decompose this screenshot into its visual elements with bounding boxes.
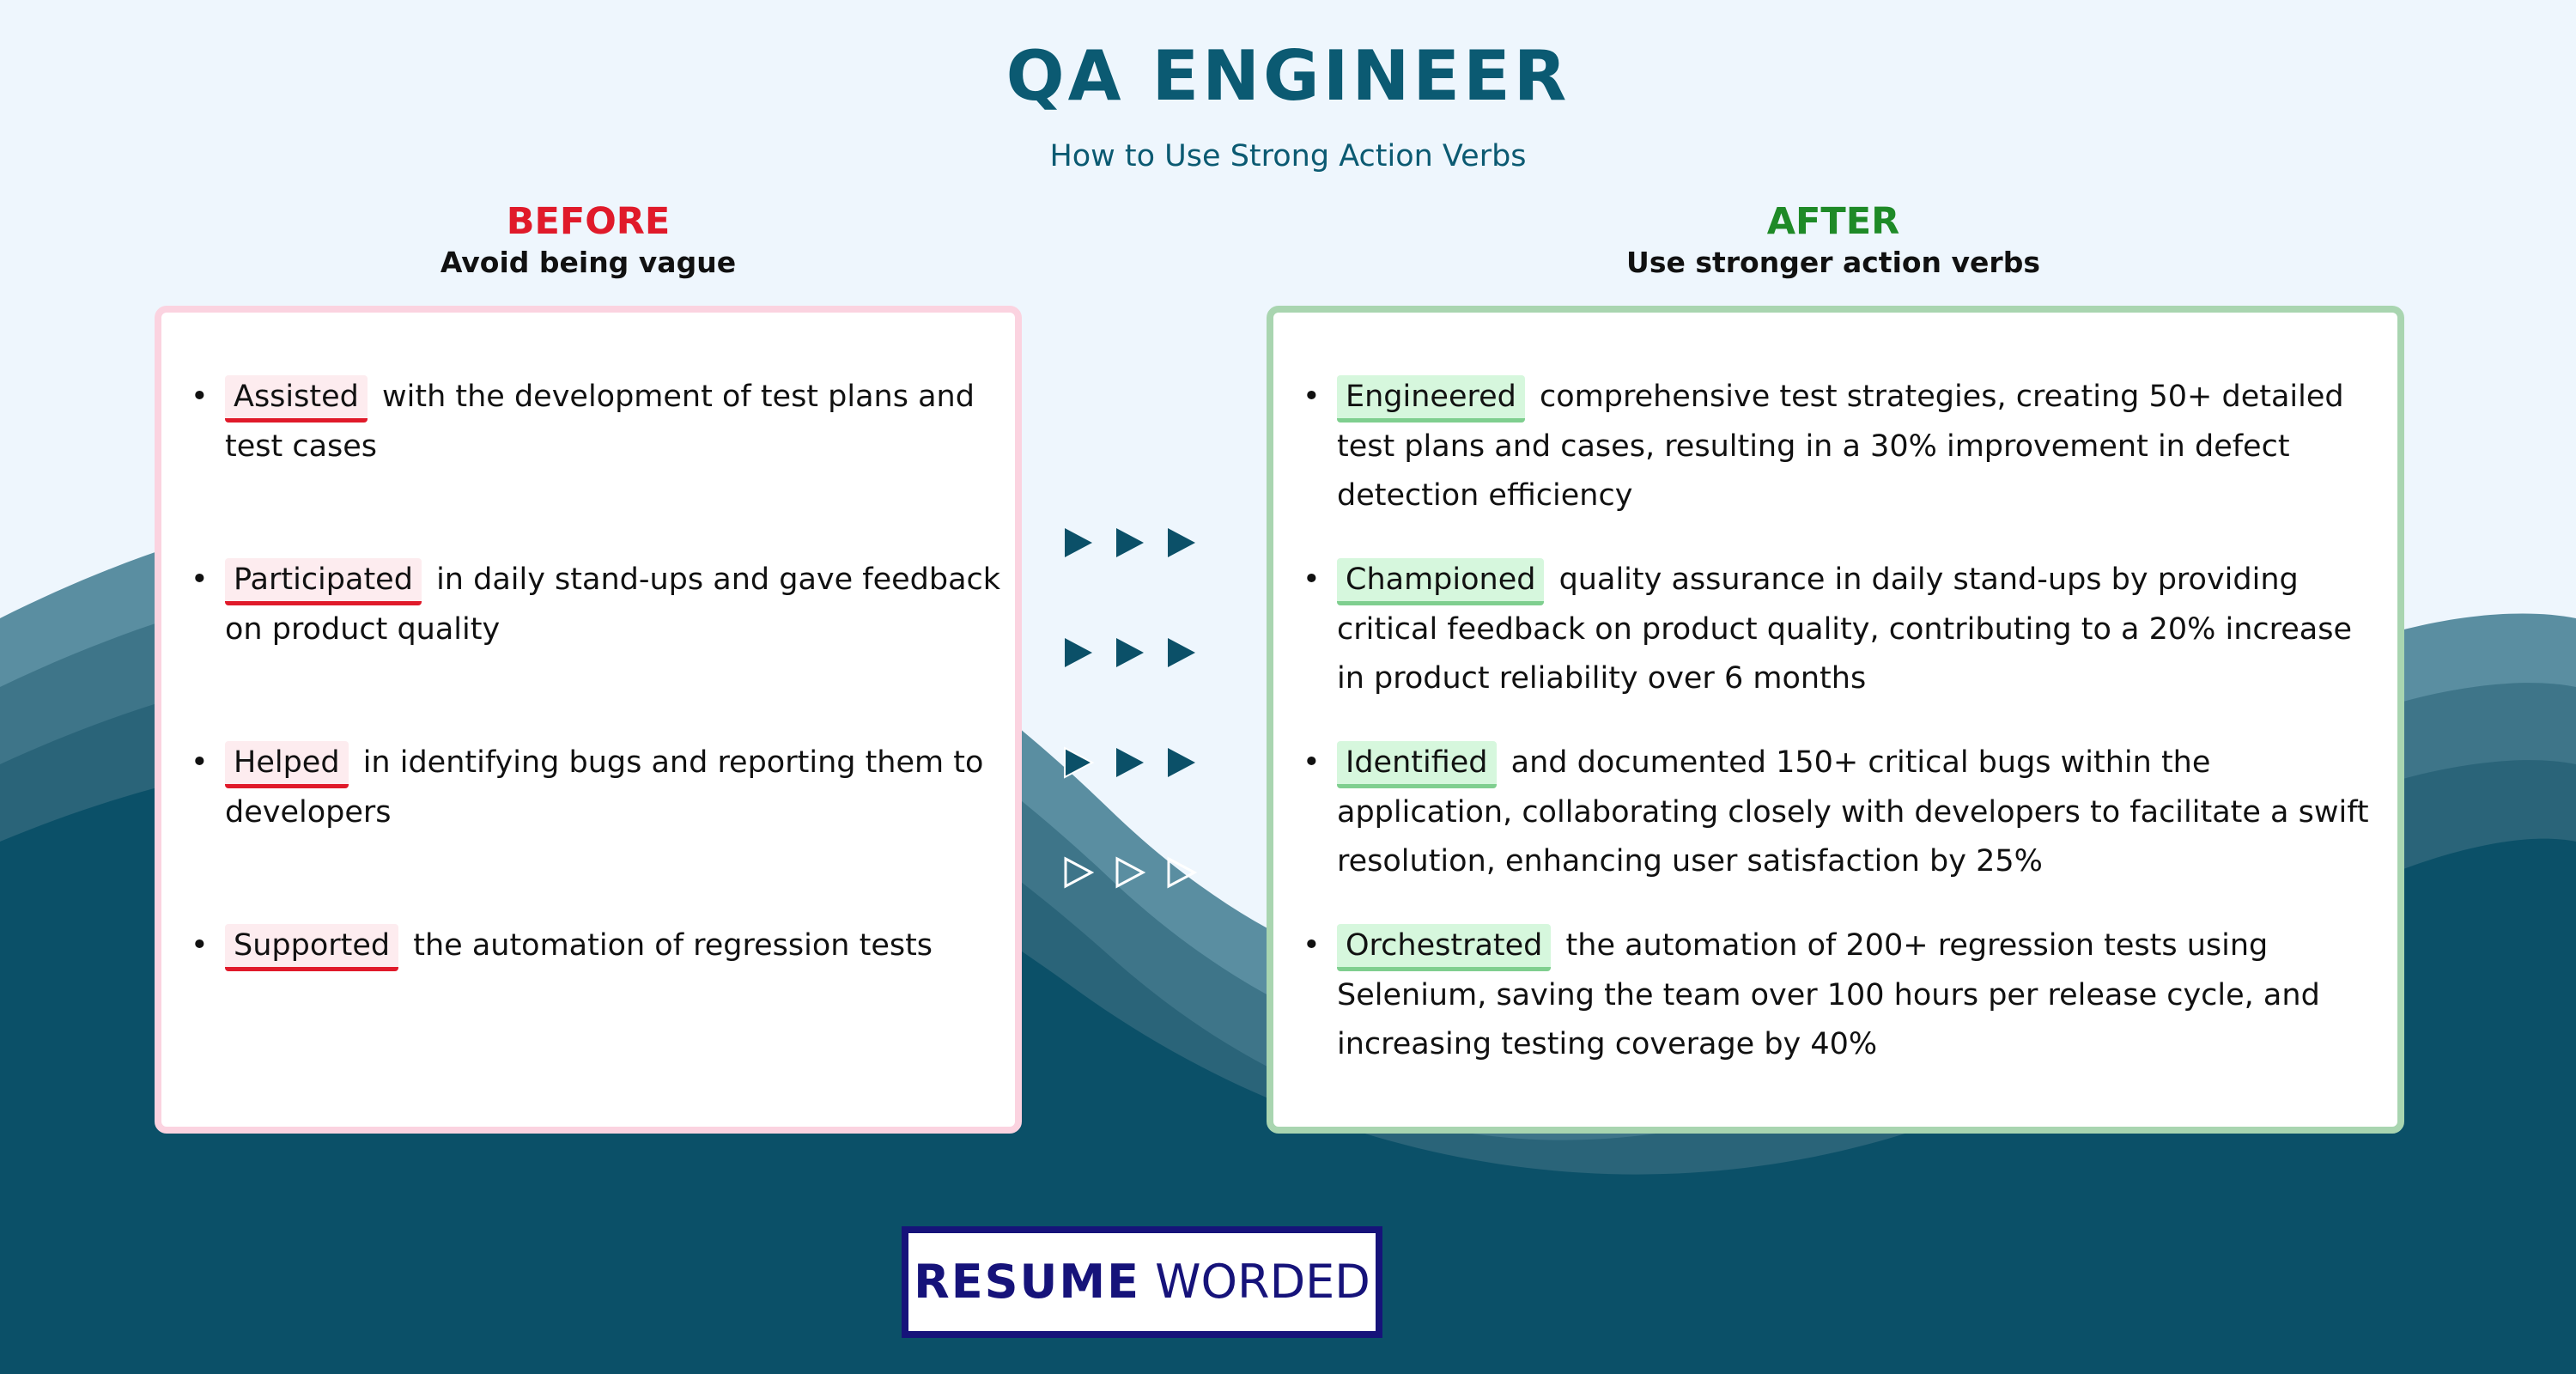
before-header [155,199,1022,282]
arrow-row [1063,855,1218,898]
before-item-text [225,921,1002,971]
play-arrow-icon [1115,745,1145,780]
bullet-icon: • [1303,562,1321,597]
bullet-icon: • [1303,928,1321,963]
bullet-icon: • [191,562,209,597]
before-item [191,921,1002,971]
play-arrow-icon [1166,635,1197,670]
after-item [1303,373,2389,520]
after-item-text [1337,373,2389,520]
arrow-row [1063,635,1218,678]
arrow-row [1063,745,1218,788]
play-arrow-outline-icon [1166,855,1197,890]
after-item [1303,921,2389,1069]
logo-bold-text: RESUME [914,1255,1140,1309]
after-item [1303,556,2389,703]
before-item-rest: the automation of regression tests [413,928,933,963]
resume-worded-logo [902,1226,1382,1338]
after-item-rest: the automation of 200+ regression tests using Selenium, saving the team over 100 hours per release cycle, and increasing testing coverage by 40% [1337,928,2320,1061]
after-label: AFTER [1766,200,1900,243]
before-label: BEFORE [506,200,671,243]
before-sublabel: Avoid being vague [440,246,737,279]
play-arrow-outline-icon [1063,855,1094,890]
before-panel [155,306,1022,1134]
strong-verb: Championed [1337,558,1544,605]
arrow-row [1063,526,1218,568]
before-item-rest: in daily stand-ups and gave feedback on product quality [225,562,1001,647]
strong-verb: Engineered [1337,375,1525,423]
weak-verb: Supported [225,924,398,971]
bullet-icon: • [1303,380,1321,414]
weak-verb: Participated [225,558,422,605]
after-item-rest: comprehensive test strategies, creating 50+ detailed test plans and cases, resulting in a 30% improvement in defect detection efficiency [1337,380,2344,513]
before-item [191,739,1002,837]
after-item-text [1337,556,2389,703]
after-item-text [1337,739,2389,886]
after-item-rest: and documented 150+ critical bugs within the application, collaborating closely with developers to facilitate a swift resolution, enhancing user satisfaction by 25% [1337,745,2369,879]
page-title: QA ENGINEER [1005,36,1571,116]
play-arrow-outline-icon [1115,855,1145,890]
before-item-text [225,556,1002,654]
before-item-text [225,739,1002,837]
page-subtitle: How to Use Strong Action Verbs [1049,139,1527,173]
play-arrow-icon [1063,635,1094,670]
after-header [1267,199,2400,282]
after-panel [1267,306,2404,1134]
before-item [191,373,1002,471]
play-arrow-icon [1115,526,1145,560]
bullet-icon: • [191,380,209,414]
bullet-icon: • [1303,745,1321,780]
before-item-rest: with the development of test plans and test cases [225,380,975,464]
play-arrow-icon [1063,526,1094,560]
before-item-rest: in identifying bugs and reporting them to developers [225,745,984,830]
before-item-text [225,373,1002,471]
strong-verb: Orchestrated [1337,924,1551,971]
logo-light-text: WORDED [1155,1255,1370,1309]
weak-verb: Assisted [225,375,368,423]
play-arrow-icon [1166,745,1197,780]
after-item [1303,739,2389,886]
bullet-icon: • [191,928,209,963]
weak-verb: Helped [225,741,349,788]
play-arrow-icon [1166,526,1197,560]
after-sublabel: Use stronger action verbs [1626,246,2040,279]
after-item-text [1337,921,2389,1069]
before-item [191,556,1002,654]
strong-verb: Identified [1337,741,1497,788]
after-item-rest: quality assurance in daily stand-ups by providing critical feedback on product quality, contributing to a 20% increase in product reliability over 6 months [1337,562,2353,696]
play-arrow-icon [1063,745,1094,780]
play-arrow-icon [1115,635,1145,670]
bullet-icon: • [191,745,209,780]
